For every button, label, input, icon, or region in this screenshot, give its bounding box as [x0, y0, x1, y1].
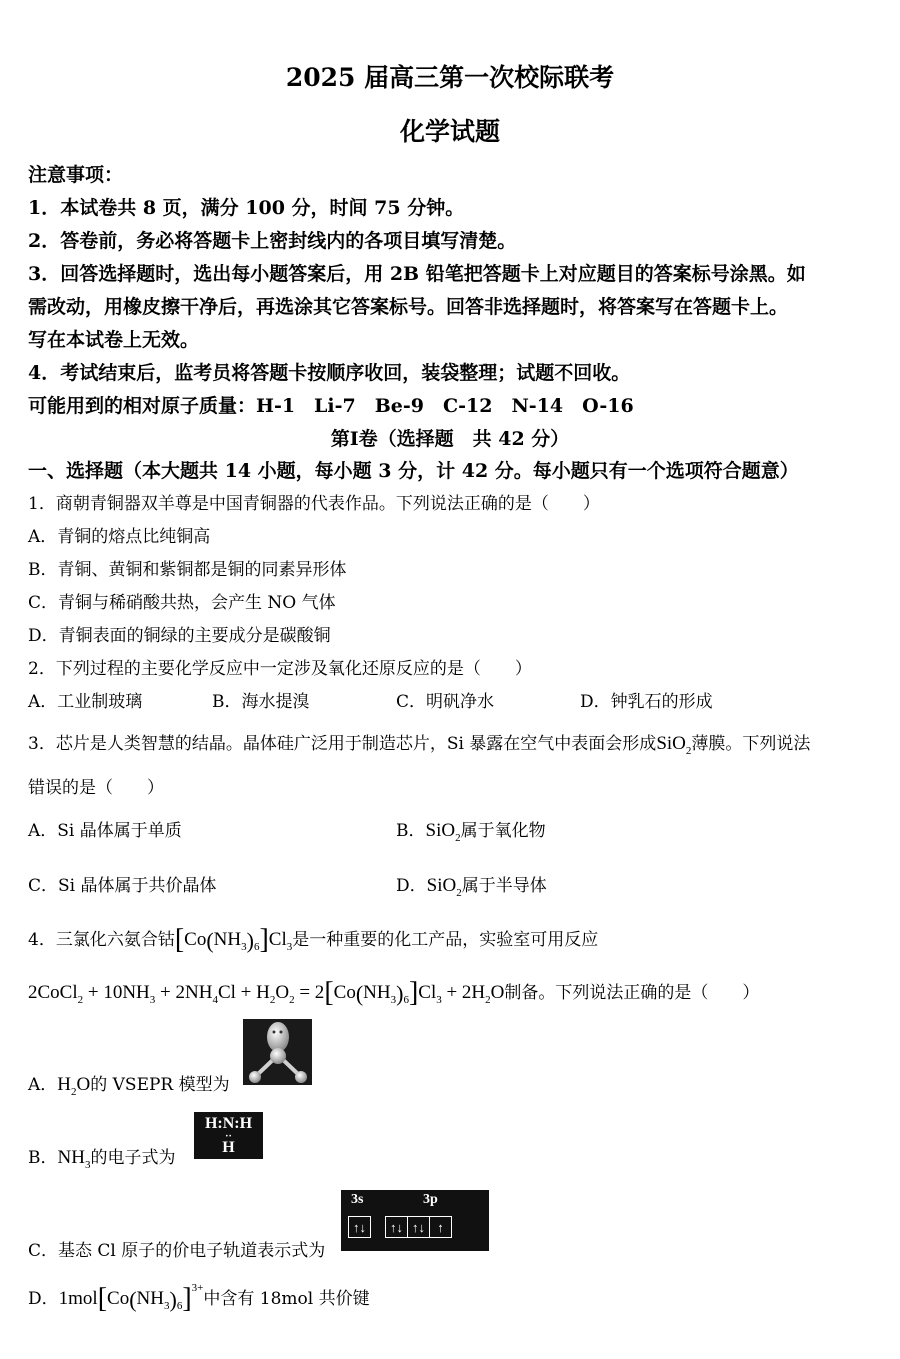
q2-stem: 2．下列过程的主要化学反应中一定涉及氧化还原反应的是（ ） [28, 659, 532, 679]
q1-stem: 1．商朝青铜器双羊尊是中国青铜器的代表作品。下列说法正确的是（ ） [28, 494, 600, 514]
orbital-3p-boxes [385, 1216, 452, 1238]
q1-option-b: B．青铜、黄铜和紫铜都是铜的同素异形体 [28, 560, 347, 580]
section-instruction: 一、选择题（本大题共 14 小题，每小题 3 分，计 42 分。每小题只有一个选项符合题意） [28, 460, 799, 482]
orbital-box: ↑↓ [385, 1216, 408, 1238]
orbital-3s-boxes [348, 1216, 371, 1238]
orbital-3p-label: 3p [423, 1192, 438, 1207]
reaction-equation: 2CoCl$_2$ + $10NH_3 + 2NH_4Cl + H_2O_2 = 2[Co(NH_3)_6]Cl_3 + 2H_2O$ [28, 977, 505, 1008]
q1-option-d: D．青铜表面的铜绿的主要成分是碳酸铜 [28, 626, 331, 646]
q3-option-d: D．SiO$_2$属于半导体 [396, 875, 547, 899]
notice-item-3-line-1: 3．回答选择题时，选出每小题答案后，用 2B 铅笔把答题卡上对应题目的答案标号涂黑。如 [28, 263, 806, 285]
volume-heading: 第Ⅰ卷（选择题 共 42 分） [330, 428, 570, 450]
complex-ion-formula: $1mol[Co(NH_3)_6]^{3+}$ [58, 1281, 204, 1314]
notice-item-4: 4．考试结束后，监考员将答题卡按顺序收回，装袋整理；试题不回收。 [28, 362, 631, 384]
q3-stem-line-2: 错误的是（ ） [28, 778, 164, 798]
q3-option-c: C．Si 晶体属于共价晶体 [28, 876, 217, 896]
q4-equation: 2CoCl$_2$ + $10NH_3 + 2NH_4Cl + H_2O_2 = 2[Co(NH_3)_6]Cl_3 + 2H_2O$制备。下列说法正确的是（ ） [28, 977, 760, 1008]
notice-heading: 注意事项： [28, 164, 124, 186]
q4-option-b: B．$NH_3$的电子式为 [28, 1147, 176, 1171]
q4-option-c: C．基态 Cl 原子的价电子轨道表示式为 [28, 1241, 326, 1261]
sio2-formula: SiO$_2$ [656, 733, 692, 757]
q2-option-a: A．工业制玻璃 [28, 692, 143, 712]
q3-stem-line-1 [28, 729, 810, 757]
q4-option-d: D．$1mol[Co(NH_3)_6]^{3+}$中含有 18mol 共价键 [28, 1281, 370, 1314]
atomic-mass-line: 可能用到的相对原子质量：H-1 Li-7 Be-9 C-12 N-14 O-16 [28, 395, 634, 417]
sio2-formula: SiO$_2$ [425, 820, 461, 844]
exam-subtitle: 化学试题 [399, 117, 500, 146]
sio2-formula: SiO$_2$ [426, 875, 462, 899]
q1-option-a: A．青铜的熔点比纯铜高 [28, 527, 211, 547]
notice-item-3-line-3: 写在本试卷上无效。 [28, 329, 200, 351]
q2-option-b: B．海水提溴 [212, 692, 310, 712]
notice-item-1: 1．本试卷共 8 页，满分 100 分，时间 75 分钟。 [28, 197, 465, 219]
exam-title: 2025 届高三第一次校际联考 [285, 63, 615, 92]
vsepr-model-icon [243, 1019, 312, 1085]
q3-option-a: A．Si 晶体属于单质 [28, 821, 182, 841]
orbital-3s-label: 3s [351, 1192, 364, 1207]
orbital-box: ↑↓ [348, 1216, 371, 1238]
q2-option-c: C．明矾净水 [396, 692, 495, 712]
q4-stem: 4．三氯化六氨合钴$[Co(NH_3)_6]Cl_3$是一种重要的化工产品，实验室可用反应 [28, 924, 599, 955]
orbital-diagram-image [341, 1190, 489, 1251]
orbital-box: ↑↓ [407, 1216, 430, 1238]
q3-stem-pre: 3．芯片是人类智慧的结晶。晶体硅广泛用于制造芯片，Si 暴露在空气中表面会形成 [28, 734, 657, 754]
q4-option-a: A．$H_2O$的 VSEPR 模型为 [28, 1074, 230, 1098]
q2-option-d: D．钟乳石的形成 [580, 692, 713, 712]
vsepr-model-image [243, 1019, 312, 1085]
complex-formula: $[Co(NH_3)_6]Cl_3$ [174, 924, 293, 955]
orbital-box: ↑ [429, 1216, 452, 1238]
q3-option-b: B．SiO$_2$属于氧化物 [396, 820, 546, 844]
q1-option-c: C．青铜与稀硝酸共热，会产生 NO 气体 [28, 593, 336, 613]
notice-item-3-line-2: 需改动，用橡皮擦干净后，再选涂其它答案标号。回答非选择题时，将答案写在答题卡上。 [28, 296, 789, 318]
nh3-lewis-image: H:N:H ·· H [194, 1112, 263, 1159]
notice-item-2: 2．答卷前，务必将答题卡上密封线内的各项目填写清楚。 [28, 230, 517, 252]
q3-stem-post: 薄膜。下列说法 [691, 734, 811, 754]
